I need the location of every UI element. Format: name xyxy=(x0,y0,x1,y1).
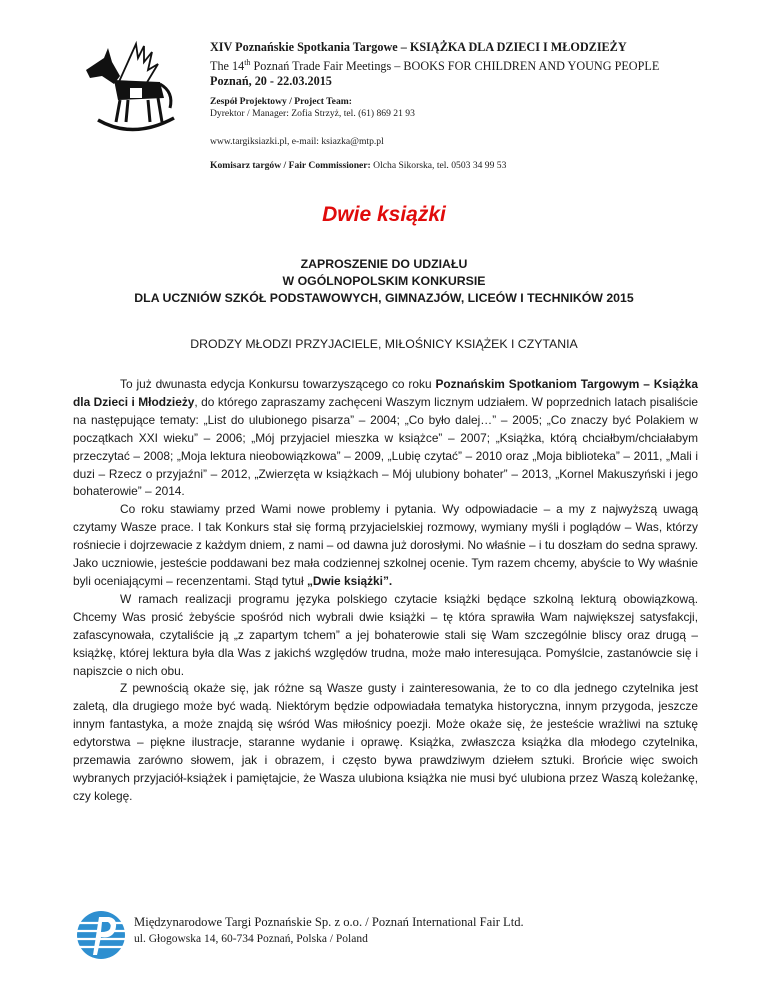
paragraph-1 xyxy=(73,376,698,501)
event-dates: Poznań, 20 - 22.03.2015 xyxy=(210,74,332,89)
event-title-pl: XIV Poznańskie Spotkania Targowe – KSIĄŻKA DLA DZIECI I MŁODZIEŻY xyxy=(210,40,627,54)
event-title-en-post: Poznań Trade Fair Meetings – BOOKS FOR CHILDREN AND YOUNG PEOPLE xyxy=(250,59,660,74)
rocking-horse-pegasus-logo xyxy=(78,40,178,142)
greeting: DRODZY MŁODZI PRZYJACIELE, MIŁOŚNICY KSIĄŻEK I CZYTANIA xyxy=(190,337,578,351)
paragraph-1-text-a: To już dwunasta edycja Konkursu towarzyszącego co roku xyxy=(120,377,436,391)
paragraph-2-text: Co roku stawiamy przed Wami nowe problemy i pytania. Wy odpowiadacie – a my z najwyższą uwagą czytamy Wasze prace. I tak Konkurs stał się formą przyjacielskiej rozmowy, wymiany myśli i poglądów – Was, którzy rośniecie i dojrzewacie z każdym dniem, z nami – od dawna już dorosłymi. No właśnie – i tu doszłam do sedna sprawy. Jako uczniowie, jesteście poddawani bez mała codziennej szkolnej ocenie. Tym razem chcemy, abyście to Wy właśnie byli oceniającymi – recenzentami. Stąd tytuł xyxy=(73,502,698,588)
paragraph-2-bold: „Dwie książki”. xyxy=(306,573,393,588)
body-text xyxy=(73,376,698,806)
paragraph-1-bold: Poznańskim Spotkaniom Targowym – Książka dla Dzieci i Młodzieży xyxy=(73,377,699,409)
event-title-en xyxy=(210,55,730,74)
footer-company: Międzynarodowe Targi Poznańskie Sp. z o.o. / Poznań International Fair Ltd. xyxy=(134,915,524,929)
website-email-line: www.targiksiazki.pl, e-mail: ksiazka@mtp.pl xyxy=(210,136,384,147)
invitation-heading xyxy=(0,256,768,307)
paragraph-4: Z pewnością okaże się, jak różne są Wasze gusty i zainteresowania, że to co dla jednego czytelnika jest zaletą, dla drugiego może być wadą. Niektórym będzie odpowiadała tematyka historyczna, innym przygoda, jeszcze innym fantastyka, a może znajdą się wśród Was miłośnicy poezji. Może okaże się, że jesteście wrażliwi na sztukę edytorstwa – piękne ilustracje, staranne wydanie i oprawę. Książka, zwłaszcza książka dla młodego czytelnika, przemawia zarówno słowem, jak i obrazem, i często bywa prawdziwym dziełem sztuki. Brońcie więc swoich wybranych przyjaciół-książek i pamiętajcie, że Wasza ulubiona książka nie musi być ulubiona przez Waszą koleżankę, czy kolegę. xyxy=(73,681,698,803)
paragraph-1-text-b: , do którego zapraszamy zachęceni Waszym licznym udziałem. W poprzednich latach pisaliście na następujące tematy: „List do ulubionego pisarza” – 2004; „Co było dalej…” – 2005; „Co znaczy być Polakiem w początkach XXI wieku” – 2006; „Mój przyjaciel mieszka w książce” – 2007; „Książka, którą chciałbym/chciałabym przeczytać – 2008; „Moja lektura nieobowiązkowa” – 2009, „Lubię czytać” – 2010 oraz „Moja biblioteka” – 2011, „Mali i duzi – Rzecz o przyjaźni” – 2012, „Zwierzęta w książkach – Mój ulubiony bohater” – 2013, „Kornel Makuszyński i jego bohaterowie” – 2014. xyxy=(73,394,698,499)
footer-street: ul. Głogowska 14, 60-734 Poznań, Polska / Poland xyxy=(134,933,368,945)
fair-company-logo-icon xyxy=(75,909,127,961)
document-title: Dwie książki xyxy=(322,203,446,226)
event-title-en-pre: The 14 xyxy=(210,59,245,74)
footer-address xyxy=(134,914,524,948)
ordinal-suffix: th xyxy=(244,58,251,67)
paragraph-3: W ramach realizacji programu języka polskiego czytacie książki będące szkolną lekturą obowiązkową. Chcemy Was prosić żebyście spośród nich wybrali dwie książki – tę która sprawiła Wam największej satysfakcji, zafascynowała, czytaliście ją „z zapartym tchem” a jej bohaterowie stali się Wam szczególnie bliscy oraz drugą – książkę, której lektura była dla Was z jakichś względów trudna, może mało interesująca. Pomyślcie, zastanówcie się i napiszcie o nich obu. xyxy=(73,591,698,678)
invitation-line-3: DLA UCZNIÓW SZKÓŁ PODSTAWOWYCH, GIMNAZJÓW, LICEÓW I TECHNIKÓW 2015 xyxy=(134,291,634,305)
invitation-line-2: W OGÓLNOPOLSKIM KONKURSIE xyxy=(282,274,486,288)
invitation-line-1: ZAPROSZENIE DO UDZIAŁU xyxy=(300,257,468,271)
project-team xyxy=(210,96,415,120)
event-header xyxy=(210,40,730,89)
commissioner-line xyxy=(210,160,506,171)
paragraph-2 xyxy=(73,501,698,591)
project-team-label: Zespół Projektowy / Project Team: xyxy=(210,96,352,107)
director-line: Dyrektor / Manager: Zofia Strzyż, tel. (61) 869 21 93 xyxy=(210,108,415,119)
commissioner-value: Olcha Sikorska, tel. 0503 34 99 53 xyxy=(370,160,507,171)
commissioner-label: Komisarz targów / Fair Commissioner: xyxy=(210,160,371,171)
